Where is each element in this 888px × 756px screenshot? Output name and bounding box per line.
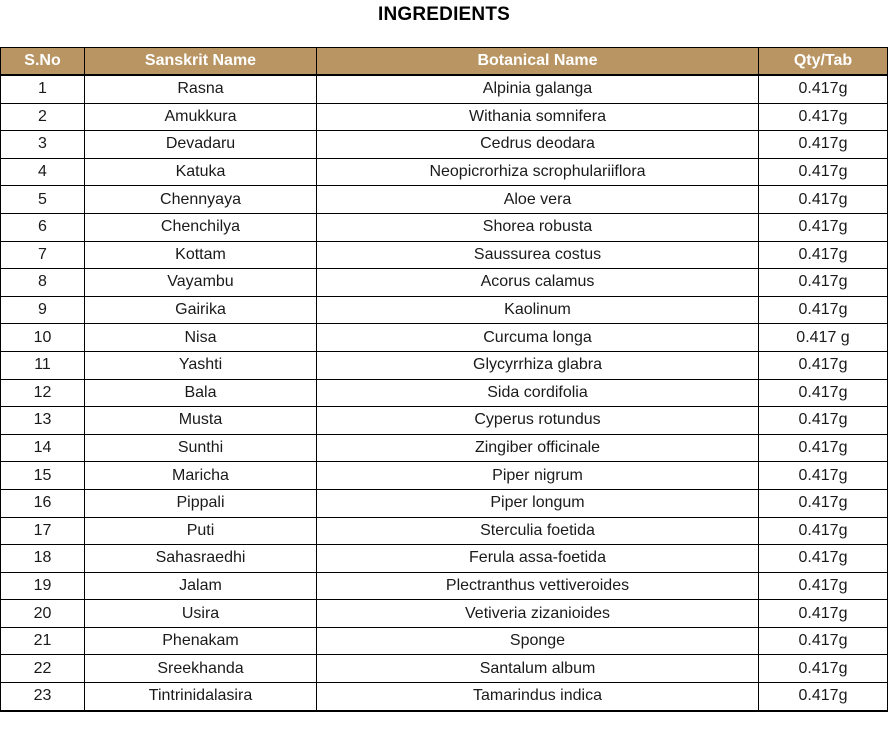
cell-botanical-name: Piper longum <box>317 489 759 517</box>
cell-botanical-name: Cyperus rotundus <box>317 407 759 435</box>
cell-botanical-name: Ferula assa-foetida <box>317 545 759 573</box>
cell-botanical-name: Sida cordifolia <box>317 379 759 407</box>
cell-qty-per-tab: 0.417g <box>759 351 888 379</box>
cell-sanskrit-name: Bala <box>85 379 317 407</box>
table-header <box>1 48 888 76</box>
cell-qty-per-tab: 0.417g <box>759 158 888 186</box>
cell-sanskrit-name: Gairika <box>85 296 317 324</box>
cell-botanical-name: Alpinia galanga <box>317 75 759 103</box>
table-row <box>1 186 888 214</box>
cell-sno: 9 <box>1 296 85 324</box>
table-row <box>1 269 888 297</box>
cell-botanical-name: Glycyrrhiza glabra <box>317 351 759 379</box>
table-row <box>1 462 888 490</box>
cell-qty-per-tab: 0.417g <box>759 296 888 324</box>
table-row <box>1 213 888 241</box>
cell-sno: 3 <box>1 131 85 159</box>
cell-sno: 14 <box>1 434 85 462</box>
cell-sanskrit-name: Sunthi <box>85 434 317 462</box>
cell-qty-per-tab: 0.417g <box>759 379 888 407</box>
cell-qty-per-tab: 0.417g <box>759 489 888 517</box>
table-row <box>1 545 888 573</box>
table-row <box>1 241 888 269</box>
cell-sno: 19 <box>1 572 85 600</box>
cell-sanskrit-name: Kottam <box>85 241 317 269</box>
cell-sno: 7 <box>1 241 85 269</box>
cell-sno: 8 <box>1 269 85 297</box>
cell-botanical-name: Santalum album <box>317 655 759 683</box>
cell-sanskrit-name: Puti <box>85 517 317 545</box>
table-row <box>1 655 888 683</box>
table-row <box>1 407 888 435</box>
cell-sanskrit-name: Vayambu <box>85 269 317 297</box>
cell-botanical-name: Cedrus deodara <box>317 131 759 159</box>
cell-sanskrit-name: Sreekhanda <box>85 655 317 683</box>
ingredients-table <box>0 47 888 712</box>
table-row <box>1 158 888 186</box>
cell-qty-per-tab: 0.417g <box>759 213 888 241</box>
cell-sanskrit-name: Nisa <box>85 324 317 352</box>
cell-qty-per-tab: 0.417g <box>759 241 888 269</box>
cell-sno: 22 <box>1 655 85 683</box>
table-row <box>1 517 888 545</box>
cell-sno: 11 <box>1 351 85 379</box>
cell-botanical-name: Vetiveria zizanioides <box>317 600 759 628</box>
table-row <box>1 75 888 103</box>
cell-sanskrit-name: Pippali <box>85 489 317 517</box>
table-row <box>1 131 888 159</box>
table-row <box>1 572 888 600</box>
cell-botanical-name: Neopicrorhiza scrophulariiflora <box>317 158 759 186</box>
cell-sanskrit-name: Sahasraedhi <box>85 545 317 573</box>
table-row <box>1 296 888 324</box>
cell-botanical-name: Acorus calamus <box>317 269 759 297</box>
cell-sno: 2 <box>1 103 85 131</box>
table-row <box>1 489 888 517</box>
cell-sanskrit-name: Musta <box>85 407 317 435</box>
cell-qty-per-tab: 0.417g <box>759 131 888 159</box>
cell-qty-per-tab: 0.417g <box>759 462 888 490</box>
table-row <box>1 324 888 352</box>
cell-sno: 20 <box>1 600 85 628</box>
cell-sno: 5 <box>1 186 85 214</box>
column-header-sno: S.No <box>1 48 85 76</box>
cell-qty-per-tab: 0.417g <box>759 434 888 462</box>
cell-botanical-name: Piper nigrum <box>317 462 759 490</box>
cell-botanical-name: Aloe vera <box>317 186 759 214</box>
cell-qty-per-tab: 0.417g <box>759 627 888 655</box>
page-title: INGREDIENTS <box>377 4 511 25</box>
cell-botanical-name: Saussurea costus <box>317 241 759 269</box>
cell-sno: 13 <box>1 407 85 435</box>
cell-botanical-name: Sponge <box>317 627 759 655</box>
cell-sno: 17 <box>1 517 85 545</box>
cell-sanskrit-name: Phenakam <box>85 627 317 655</box>
cell-sno: 21 <box>1 627 85 655</box>
table-row <box>1 379 888 407</box>
cell-qty-per-tab: 0.417g <box>759 186 888 214</box>
table-row <box>1 103 888 131</box>
cell-sno: 23 <box>1 683 85 711</box>
cell-sno: 4 <box>1 158 85 186</box>
cell-sanskrit-name: Amukkura <box>85 103 317 131</box>
cell-qty-per-tab: 0.417g <box>759 407 888 435</box>
column-header-botanical-name: Botanical Name <box>317 48 759 76</box>
cell-qty-per-tab: 0.417g <box>759 517 888 545</box>
table-row <box>1 434 888 462</box>
column-header-sanskrit-name: Sanskrit Name <box>85 48 317 76</box>
cell-sno: 6 <box>1 213 85 241</box>
cell-sanskrit-name: Jalam <box>85 572 317 600</box>
cell-qty-per-tab: 0.417g <box>759 545 888 573</box>
table-row <box>1 683 888 711</box>
cell-sanskrit-name: Devadaru <box>85 131 317 159</box>
cell-botanical-name: Kaolinum <box>317 296 759 324</box>
header-row <box>1 48 888 76</box>
cell-botanical-name: Zingiber officinale <box>317 434 759 462</box>
cell-sanskrit-name: Chennyaya <box>85 186 317 214</box>
cell-sno: 10 <box>1 324 85 352</box>
cell-sanskrit-name: Rasna <box>85 75 317 103</box>
cell-sno: 18 <box>1 545 85 573</box>
cell-sanskrit-name: Maricha <box>85 462 317 490</box>
cell-qty-per-tab: 0.417g <box>759 103 888 131</box>
cell-sanskrit-name: Chenchilya <box>85 213 317 241</box>
cell-qty-per-tab: 0.417g <box>759 75 888 103</box>
cell-qty-per-tab: 0.417g <box>759 600 888 628</box>
table-row <box>1 351 888 379</box>
cell-sno: 15 <box>1 462 85 490</box>
cell-sanskrit-name: Katuka <box>85 158 317 186</box>
cell-qty-per-tab: 0.417g <box>759 269 888 297</box>
cell-sno: 16 <box>1 489 85 517</box>
cell-qty-per-tab: 0.417g <box>759 683 888 711</box>
cell-qty-per-tab: 0.417g <box>759 655 888 683</box>
cell-botanical-name: Curcuma longa <box>317 324 759 352</box>
cell-botanical-name: Shorea robusta <box>317 213 759 241</box>
cell-botanical-name: Sterculia foetida <box>317 517 759 545</box>
cell-qty-per-tab: 0.417 g <box>759 324 888 352</box>
cell-sanskrit-name: Yashti <box>85 351 317 379</box>
cell-botanical-name: Withania somnifera <box>317 103 759 131</box>
cell-sno: 12 <box>1 379 85 407</box>
cell-sanskrit-name: Usira <box>85 600 317 628</box>
cell-qty-per-tab: 0.417g <box>759 572 888 600</box>
table-row <box>1 600 888 628</box>
cell-sno: 1 <box>1 75 85 103</box>
cell-botanical-name: Tamarindus indica <box>317 683 759 711</box>
cell-botanical-name: Plectranthus vettiveroides <box>317 572 759 600</box>
table-row <box>1 627 888 655</box>
cell-sanskrit-name: Tintrinidalasira <box>85 683 317 711</box>
column-header-qty-per-tab: Qty/Tab <box>759 48 888 76</box>
table-body <box>1 75 888 711</box>
